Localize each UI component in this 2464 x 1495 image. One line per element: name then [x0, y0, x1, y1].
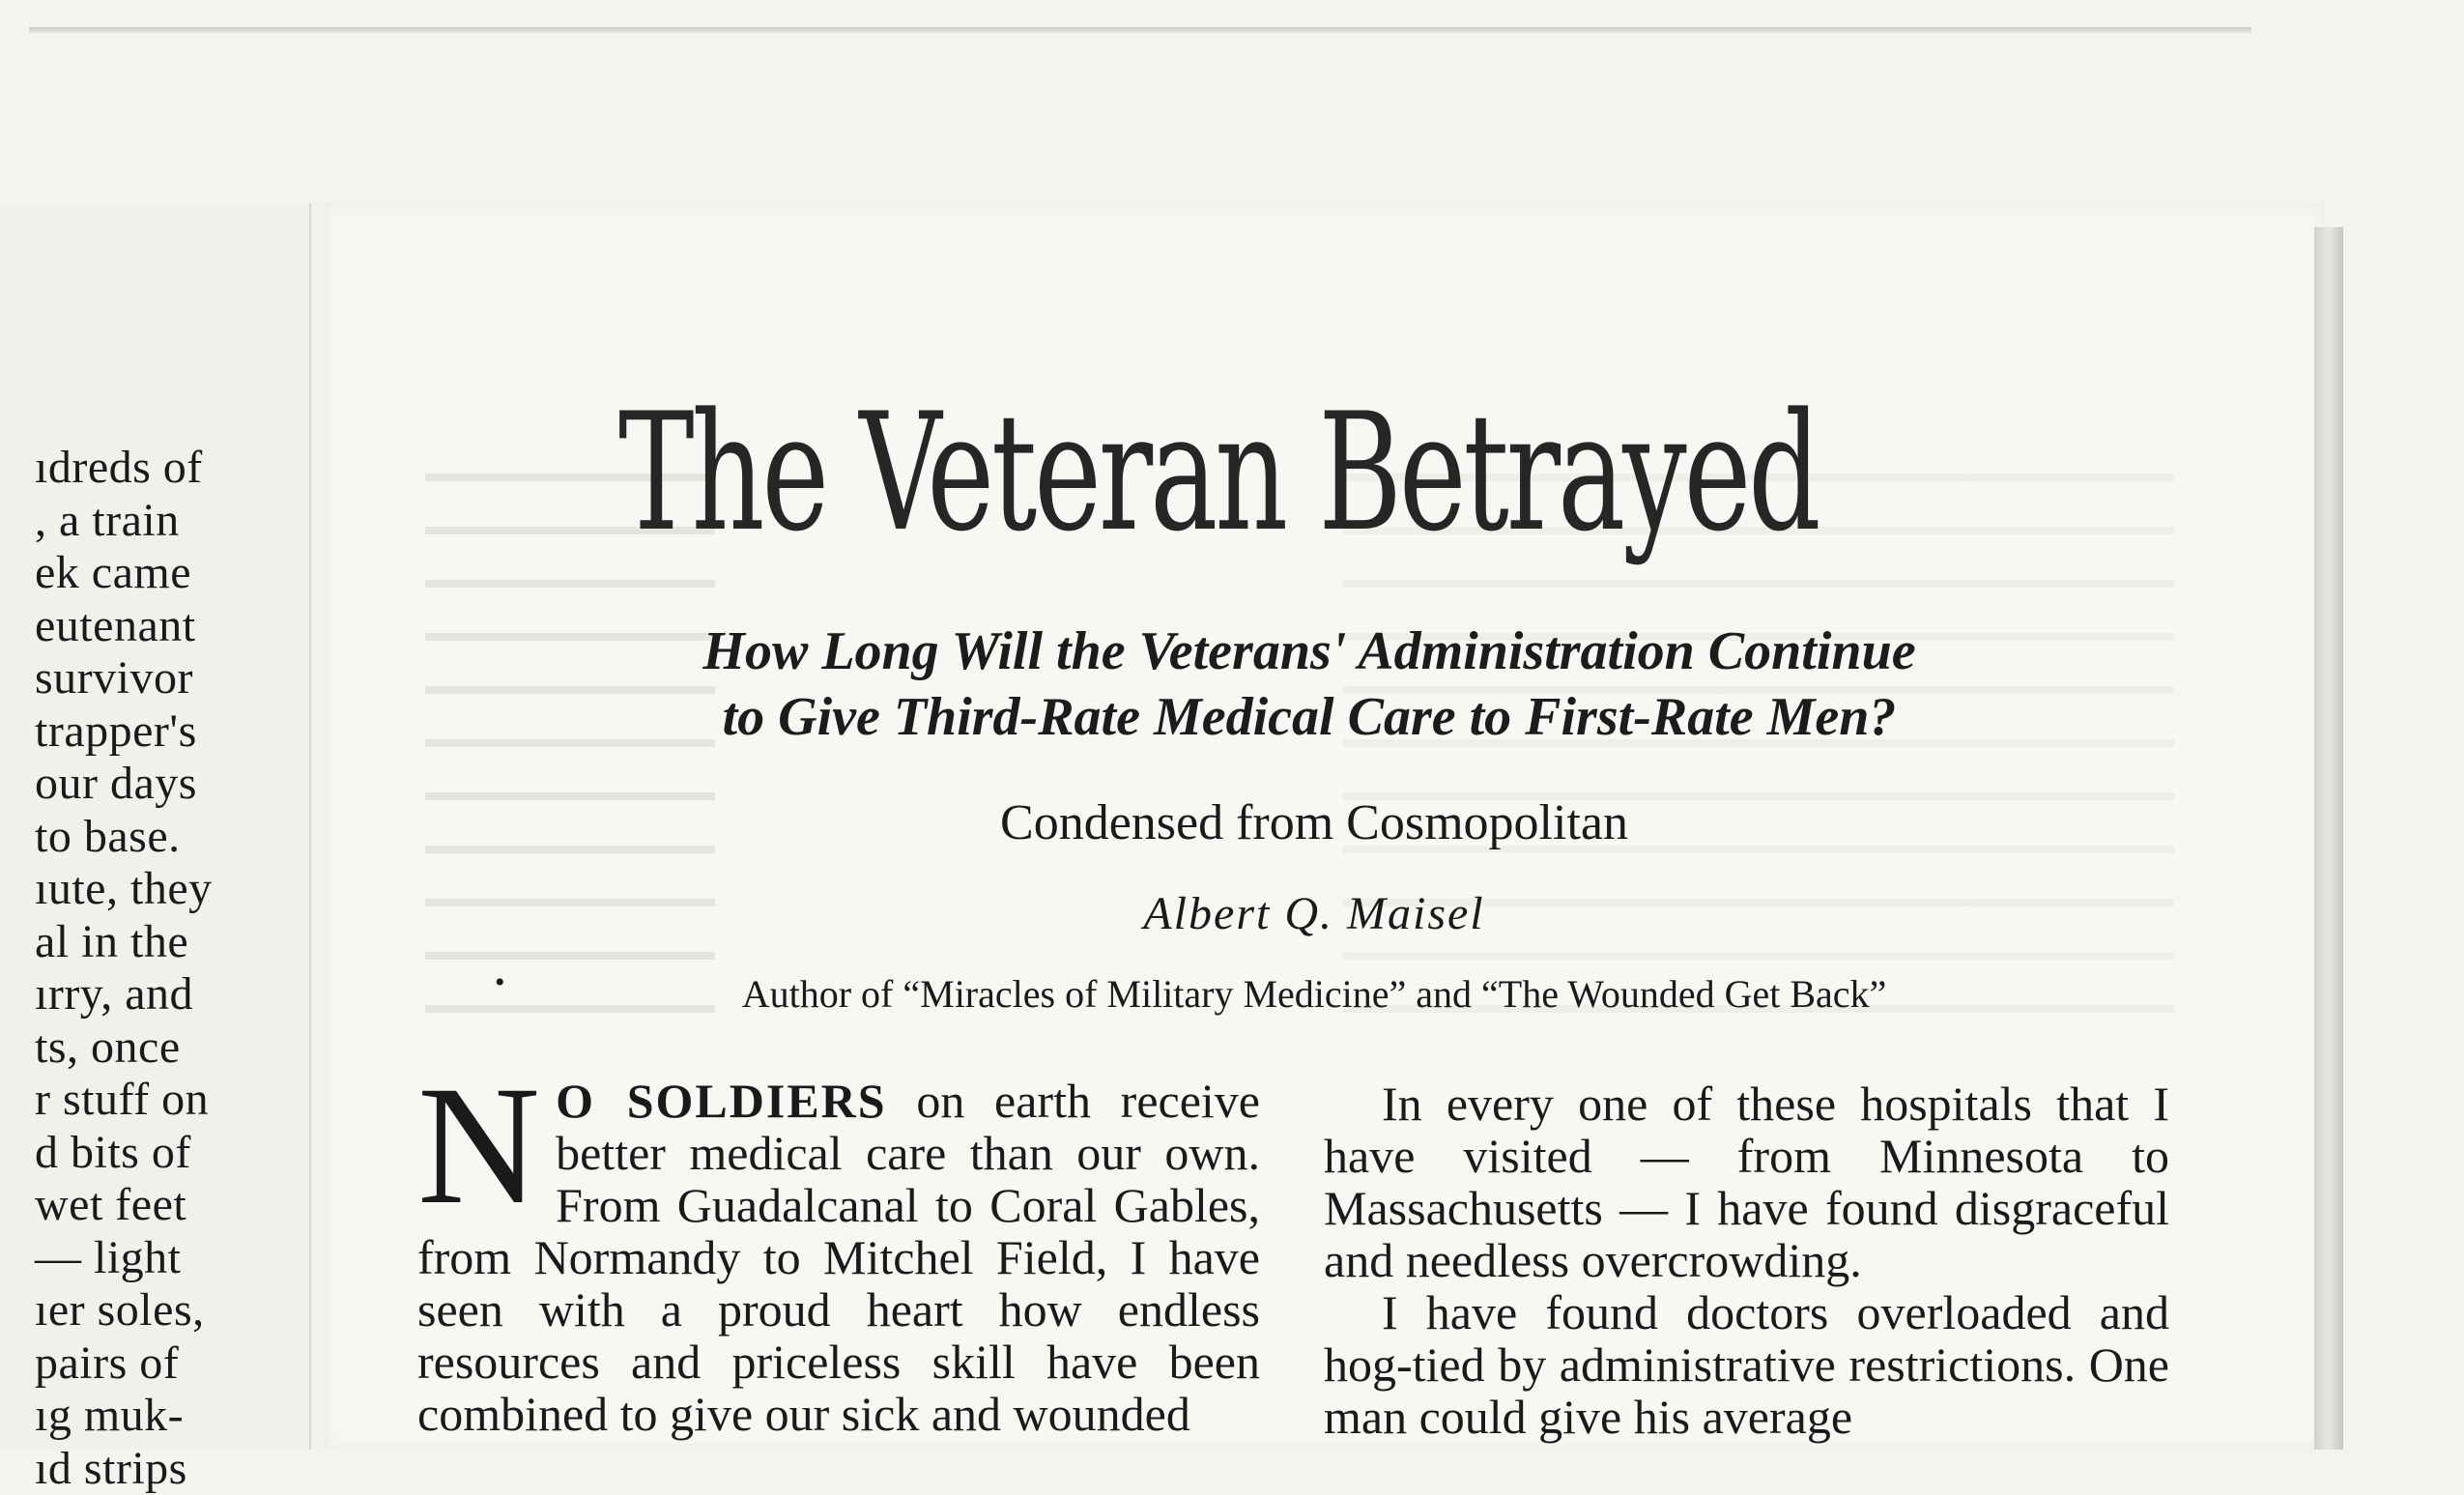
- bullet-dot: •: [495, 966, 505, 998]
- paragraph-2: I have found doctors overloaded and hog-tied by administrative restrictions. One man could give his average: [1324, 1285, 2169, 1444]
- body-column-right: [1324, 1078, 2169, 1443]
- previous-page-line: trapper's: [35, 704, 197, 757]
- previous-page-line: al in the: [35, 915, 189, 967]
- lead-in: O SOLDIERS: [556, 1074, 887, 1128]
- previous-page-line: ıute, they: [35, 863, 213, 914]
- previous-page-line: ıg muk-: [35, 1390, 185, 1441]
- previous-page-edge: [29, 27, 2251, 33]
- previous-page-line: ırry, and: [35, 968, 193, 1020]
- article-title: The Veteran Betrayed: [618, 378, 1819, 567]
- previous-page-line: ts, once: [35, 1021, 181, 1073]
- previous-page-line: ek came: [35, 547, 192, 598]
- previous-page-line: our days: [35, 758, 197, 809]
- previous-page-line: r stuff on: [35, 1074, 210, 1125]
- paragraph-1: In every one of these hospitals that I have visited — from Minnesota to Massachusetts — I have found disgraceful and needless overcrowding.: [1324, 1077, 2169, 1287]
- body-column-left: [417, 1051, 1260, 1441]
- subtitle-line-2: to Give Third-Rate Medical Care to First-Rate Men?: [722, 687, 1897, 747]
- previous-page-line: survivor: [35, 652, 193, 704]
- subtitle-line-1: How Long Will the Veterans' Administration Continue: [702, 621, 1916, 681]
- previous-page-line: ıd strips: [35, 1442, 187, 1494]
- previous-page-line: to base.: [35, 810, 181, 862]
- source-line: Condensed from Cosmopolitan: [1000, 795, 1628, 850]
- author-credit: Author of “Miracles of Military Medicine” and “The Wounded Get Back”: [741, 972, 1887, 1016]
- previous-page-line: ıdreds of: [35, 442, 203, 493]
- previous-page-line: ıer soles,: [35, 1284, 205, 1336]
- article-subtitle: [536, 618, 2082, 750]
- page-edge: [2314, 227, 2343, 1450]
- previous-page-line: wet feet: [35, 1179, 187, 1230]
- body-text-left: on earth receive better medical care than our own. From Guadalcanal to Coral Gables, from Normandy to Mitchel Field, I have seen with a proud heart how endless resources and priceless skill have been combined to give our sick and wounded: [417, 1074, 1260, 1441]
- previous-page-line: , a train: [35, 494, 180, 546]
- author-name: Albert Q. Maisel: [1143, 888, 1485, 939]
- previous-page: [0, 203, 311, 1494]
- previous-page-line: d bits of: [35, 1126, 191, 1178]
- previous-page-line: eutenant: [35, 599, 196, 651]
- previous-page-line: pairs of: [35, 1337, 180, 1389]
- drop-cap: N: [417, 1051, 541, 1240]
- previous-page-line: — light: [35, 1231, 182, 1283]
